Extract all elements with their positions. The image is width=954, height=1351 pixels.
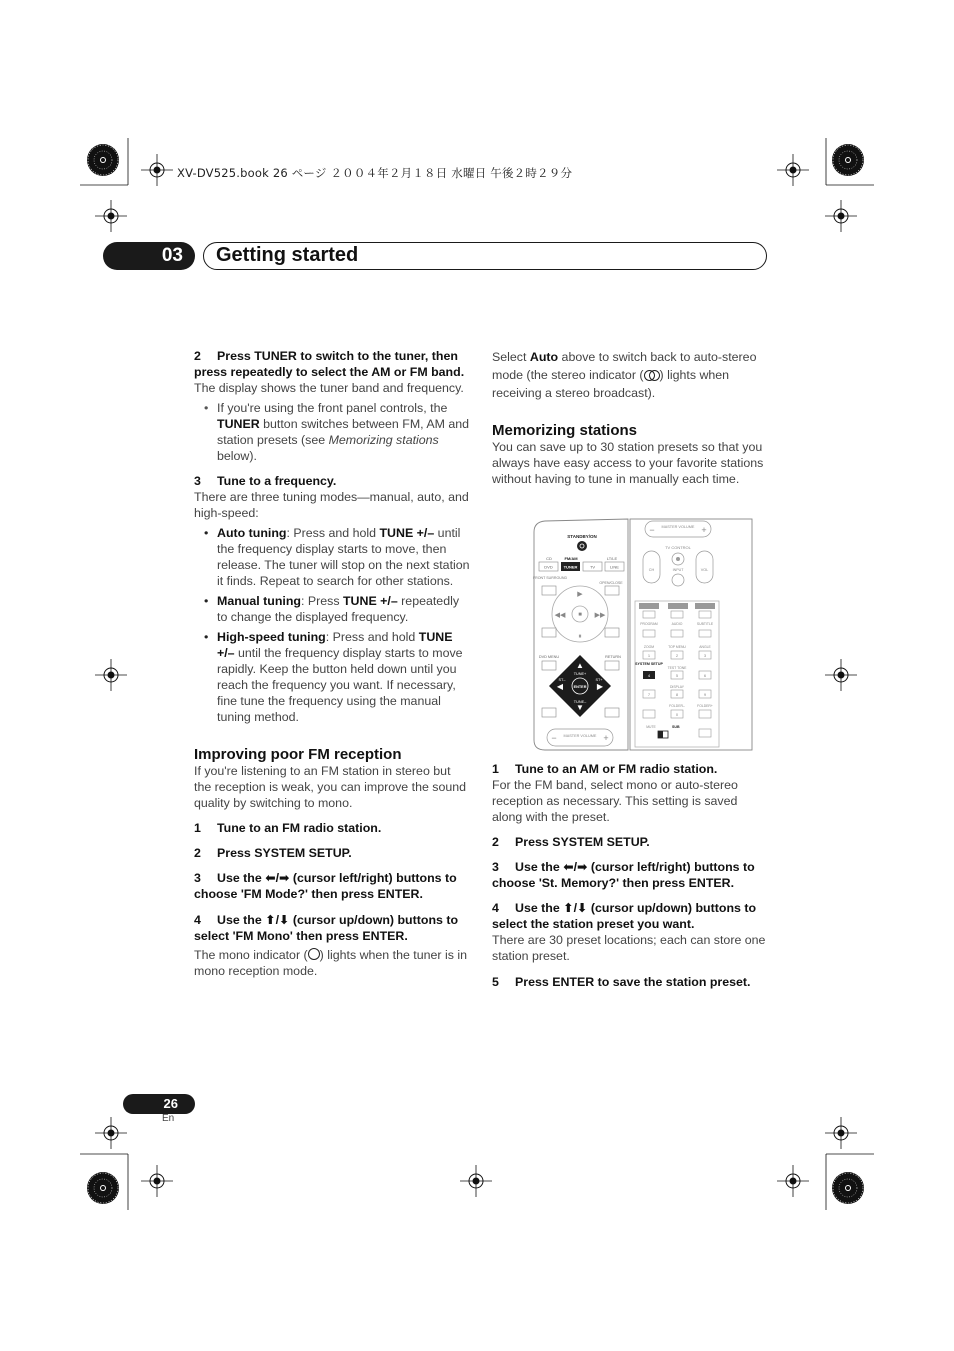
svg-text:▶: ▶: [596, 682, 604, 691]
svg-text:TEST TONE: TEST TONE: [667, 666, 687, 670]
book-file-header: XV-DV525.book 26 ページ ２００４年２月１８日 水曜日 午後２時２９分: [177, 166, 573, 180]
svg-text:SUB: SUB: [672, 725, 680, 729]
mem-step-4-body: There are 30 preset locations; each can store one station preset.: [492, 933, 766, 963]
step-3-body: There are three tuning modes—manual, auto, and high-speed:: [194, 490, 469, 520]
memorizing-stations-body: You can save up to 30 station presets so that you always have easy access to your favorite stations without having to tune in manually each time.: [492, 440, 764, 486]
svg-text:TUNE+: TUNE+: [573, 672, 587, 676]
fm-step-1: 1 Tune to an FM radio station.: [194, 821, 382, 835]
mem-step-3: 3 Use the ⬅/➡ (cursor left/right) buttons to choose 'St. Memory?' then press ENTER.: [492, 860, 755, 890]
svg-text:◀◀: ◀◀: [554, 612, 566, 619]
svg-text:DVD MENU: DVD MENU: [538, 655, 560, 659]
svg-text:−: −: [649, 525, 655, 535]
up-down-arrows-icon: ⬆/⬇: [265, 913, 290, 927]
svg-text:MASTER VOLUME: MASTER VOLUME: [661, 525, 695, 529]
svg-text:DISPLAY: DISPLAY: [669, 685, 685, 689]
auto-stereo-note: Select Auto above to switch back to auto-stereo mode (the stereo indicator ( ) lights when receiving a stereo broadcast).: [492, 350, 757, 400]
svg-text:0: 0: [675, 712, 679, 717]
svg-text:−: −: [551, 733, 557, 743]
mono-indicator-note: The mono indicator ( ) lights when the tuner is in mono reception mode.: [194, 948, 468, 978]
svg-text:▲: ▲: [576, 661, 584, 670]
fm-step-4: 4 Use the ⬆/⬇ (cursor up/down) buttons to select 'FM Mono' then press ENTER.: [194, 913, 459, 943]
svg-text:+: +: [603, 733, 609, 743]
svg-text:▶▶: ▶▶: [594, 612, 606, 619]
svg-text:7: 7: [647, 692, 651, 697]
up-down-arrows-icon: ⬆/⬇: [563, 901, 588, 915]
left-right-arrows-icon: ⬅/➡: [563, 860, 588, 874]
svg-text:FOLDER+: FOLDER+: [697, 704, 713, 708]
page-number-badge: 26: [123, 1094, 195, 1114]
svg-text:CD: CD: [546, 556, 552, 561]
mem-step-1: 1 Tune to an AM or FM radio station.: [492, 762, 718, 776]
mem-step-4: 4 Use the ⬆/⬇ (cursor up/down) buttons to select the station preset you want.: [492, 901, 757, 931]
high-speed-tuning-bullet: • High-speed tuning: Press and hold TUNE +/– until the frequency display starts to move rapidly. Keep the button held down until you reach the frequency you want. If necessary, fine tune the frequency using the manual tuning method.: [194, 629, 470, 725]
svg-text:+: +: [701, 525, 707, 535]
svg-text:2: 2: [675, 653, 679, 658]
svg-text:3: 3: [703, 653, 707, 658]
svg-text:FRONT SURROUND: FRONT SURROUND: [533, 576, 568, 580]
svg-text:▶: ▶: [577, 591, 583, 598]
manual-tuning-bullet: • Manual tuning: Press TUNE +/– repeatedly to change the displayed frequency.: [194, 593, 470, 625]
step-3-heading: 3 Tune to a frequency.: [194, 474, 337, 488]
svg-text:6: 6: [703, 673, 707, 678]
svg-text:TV CONTROL: TV CONTROL: [665, 545, 691, 550]
step-2-body: The display shows the tuner band and frequency.: [194, 381, 464, 395]
svg-text:DVD: DVD: [544, 564, 553, 570]
step-2-heading: 2 Press TUNER to switch to the tuner, then press repeatedly to select the AM or FM band.: [194, 349, 465, 379]
svg-text:TOP MENU: TOP MENU: [668, 645, 686, 649]
svg-text:4: 4: [647, 673, 651, 678]
power-icon: [577, 541, 587, 551]
left-column: [194, 348, 470, 979]
right-column-bottom: [492, 761, 770, 990]
chapter-number-badge: 03: [103, 242, 195, 270]
svg-text:MASTER VOLUME: MASTER VOLUME: [563, 734, 597, 738]
remote-control-illustration: [533, 518, 755, 754]
svg-text:■: ■: [578, 612, 582, 618]
left-right-arrows-icon: ⬅/➡: [265, 871, 290, 885]
svg-text:SYSTEM SETUP: SYSTEM SETUP: [635, 662, 663, 666]
svg-text:AUDIO: AUDIO: [671, 622, 683, 626]
svg-text:ZOOM: ZOOM: [643, 645, 655, 649]
svg-text:RETURN: RETURN: [605, 655, 621, 659]
svg-text:PROGRAM: PROGRAM: [640, 622, 658, 626]
svg-text:ENTER: ENTER: [573, 685, 587, 689]
fm-reception-body: If you're listening to an FM station in stereo but the reception is weak, you can improve the sound quality by switching to mono.: [194, 764, 467, 810]
svg-text:◀: ◀: [556, 682, 564, 691]
svg-text:VOL: VOL: [700, 568, 709, 572]
svg-text:FM/AM: FM/AM: [564, 556, 578, 561]
fm-step-2: 2 Press SYSTEM SETUP.: [194, 846, 352, 860]
svg-text:LINE: LINE: [610, 564, 619, 570]
mem-step-5: 5 Press ENTER to save the station preset.: [492, 975, 751, 989]
svg-text:ST–: ST–: [558, 678, 566, 682]
fm-step-3: 3 Use the ⬅/➡ (cursor left/right) buttons to choose 'FM Mode?' then press ENTER.: [194, 871, 457, 901]
right-column-top: [492, 348, 768, 487]
svg-text:1: 1: [647, 653, 651, 658]
mem-step-1-body: For the FM band, select mono or auto-stereo reception as necessary. This setting is saved along with the preset.: [492, 778, 738, 824]
svg-text:5: 5: [675, 673, 679, 678]
language-label: En: [162, 1113, 175, 1124]
svg-text:OPEN/CLOSE: OPEN/CLOSE: [599, 581, 623, 585]
svg-text:SUBTITLE: SUBTITLE: [696, 622, 714, 626]
stereo-indicator-icon: [644, 370, 660, 380]
auto-tuning-bullet: • Auto tuning: Press and hold TUNE +/– until the frequency display starts to move, then release. The tuner will stop on the next station it finds. Repeat to search for other stations.: [194, 525, 470, 589]
fm-reception-heading: Improving poor FM reception: [194, 746, 402, 763]
svg-text:8: 8: [675, 692, 679, 697]
svg-text:TV: TV: [589, 564, 596, 570]
step-2-bullet: • If you're using the front panel controls, the TUNER button switches between FM, AM and station presets (see Memorizing stations below).: [194, 400, 470, 464]
svg-text:FOLDER–: FOLDER–: [669, 704, 685, 708]
memorizing-stations-heading: Memorizing stations: [492, 422, 638, 439]
svg-text:TUNE–: TUNE–: [573, 700, 587, 704]
svg-text:LT/LE: LT/LE: [606, 556, 618, 561]
svg-text:CH: CH: [648, 568, 655, 572]
mem-step-2: 2 Press SYSTEM SETUP.: [492, 835, 650, 849]
svg-text:9: 9: [703, 692, 707, 697]
svg-text:ANGLE: ANGLE: [699, 645, 711, 649]
svg-text:ST+: ST+: [595, 678, 603, 682]
svg-text:MUTE: MUTE: [646, 725, 656, 729]
svg-text:TUNER: TUNER: [563, 564, 578, 570]
remote-standby-label: STANDBY/ON: [567, 534, 597, 539]
svg-text:INPUT: INPUT: [672, 568, 684, 572]
chapter-title: Getting started: [203, 242, 767, 270]
mono-indicator-icon: [308, 948, 320, 960]
svg-text:▼: ▼: [576, 703, 584, 712]
svg-text:⏸: ⏸: [578, 633, 582, 640]
